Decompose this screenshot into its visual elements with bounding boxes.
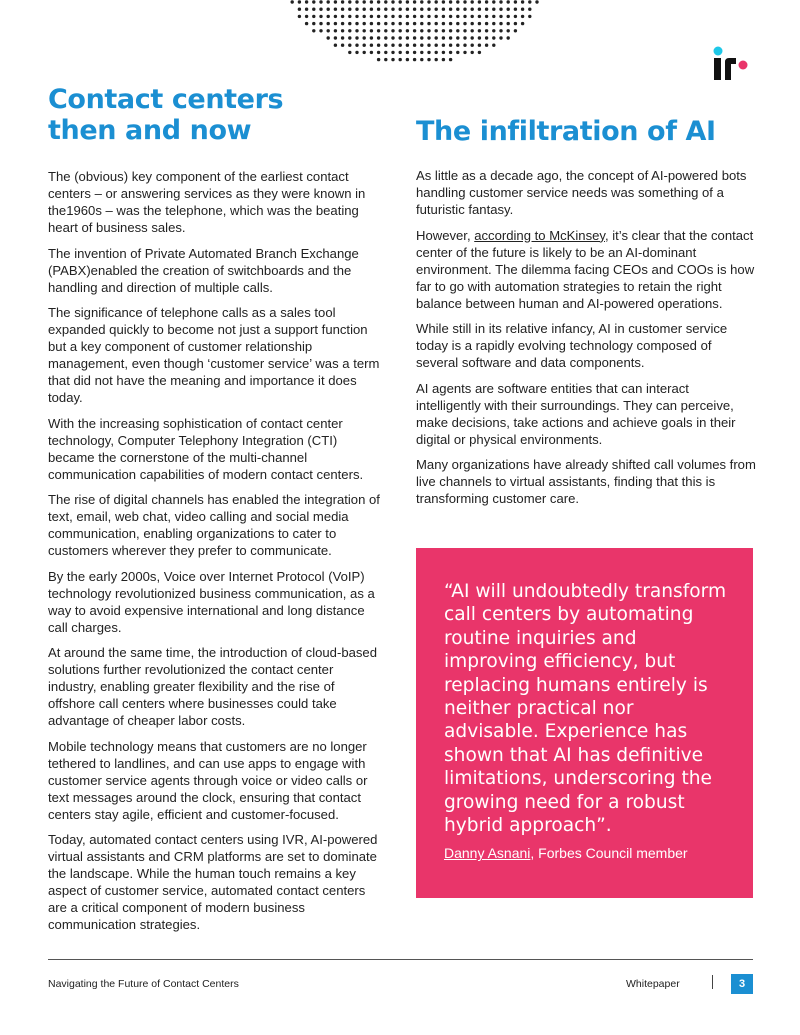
left-paragraph-5: The rise of digital channels has enabled the integration of text, email, web chat, video calling and social media communication, enabling organizations to cater to customers wherever they prefer to communicate. bbox=[48, 492, 380, 558]
mckinsey-link[interactable]: according to McKinsey bbox=[474, 227, 605, 243]
right-paragraph-2-end: , it’s clear that the contact center of the future is likely to be an AI-dominant environment. The dilemma facing CEOs and COOs is how far to go with automation strategies to retain the right balance between human and AI-powered operations. bbox=[416, 227, 755, 311]
quote-author-link[interactable]: Danny Asnani bbox=[444, 845, 531, 862]
brand-logo-icon bbox=[712, 44, 752, 84]
right-paragraph-2-start: However, bbox=[416, 227, 475, 243]
footer-separator bbox=[712, 975, 713, 989]
left-heading-line2: then and now bbox=[48, 115, 252, 146]
right-paragraph-5: Many organizations have already shifted call volumes from live channels to virtual assistants, finding that this is transforming customer care. bbox=[416, 457, 756, 506]
footer-title: Navigating the Future of Contact Centers bbox=[48, 978, 239, 990]
right-paragraph-3: While still in its relative infancy, AI in customer service today is a rapidly evolving technology composed of several software and data components. bbox=[416, 321, 728, 370]
left-paragraph-3: The significance of telephone calls as a sales tool expanded quickly to become not just a support function but a key component of customer relationship management, even though ‘customer service’ was a term that did not have the meaning and importance it does today. bbox=[48, 305, 380, 405]
right-paragraph-4: AI agents are software entities that can interact intelligently with their surroundings. They can perceive, make decisions, take actions and achieve goals in their digital or physical environments. bbox=[416, 380, 736, 447]
quote-author-role: , Forbes Council member bbox=[530, 845, 688, 862]
left-paragraph-7: At around the same time, the introduction of cloud-based solutions further revolutionized the contact center industry, enabling greater flexibility and the rise of offshore call centers where businesses could take advantage of cheaper labor costs. bbox=[48, 645, 377, 728]
left-heading-line1: Contact centers bbox=[48, 84, 284, 115]
right-paragraph-1: As little as a decade ago, the concept of AI-powered bots handling customer service needs was something of a futuristic fantasy. bbox=[416, 168, 747, 217]
footer-divider bbox=[48, 959, 753, 960]
right-column bbox=[416, 116, 756, 516]
right-paragraph-2 bbox=[416, 227, 756, 312]
left-paragraph-6: By the early 2000s, Voice over Internet Protocol (VoIP) technology revolutionized business communication, as a way to avoid expensive international and long distance call charges. bbox=[48, 568, 375, 635]
right-heading: The infiltration of AI bbox=[416, 116, 716, 147]
footer-doc-type: Whitepaper bbox=[626, 978, 680, 990]
page-number: 3 bbox=[731, 974, 753, 994]
left-paragraph-2: The invention of Private Automated Branch Exchange (PABX)enabled the creation of switchboards and the handling and direction of multiple calls. bbox=[48, 245, 359, 295]
left-column bbox=[48, 84, 383, 942]
quote-text: “AI will undoubtedly transform call centers by automating routine inquiries and improving efficiency, but replacing humans entirely is neither practical nor advisable. Experience has shown that AI has definitive limitations, underscoring the growing need for a robust hybrid approach”. bbox=[444, 581, 727, 837]
left-paragraph-8: Mobile technology means that customers are no longer tethered to landlines, and can use apps to engage with customer service agents through voice or video calls or text messages around the clock, ensuring that contact centers stay agile, efficient and customer-focused. bbox=[48, 738, 368, 822]
left-paragraph-4: With the increasing sophistication of contact center technology, Computer Telephony Integration (CTI) became the cornerstone of the multi-channel communication capabilities of modern contact centers. bbox=[48, 415, 364, 482]
quote-attribution bbox=[444, 845, 729, 862]
left-paragraph-1: The (obvious) key component of the earliest contact centers – or answering services as they were known in the1960s – was the telephone, which was the beating heart of business sales. bbox=[48, 169, 366, 235]
left-paragraph-9: Today, automated contact centers using IVR, AI-powered virtual assistants and CRM platforms are set to dominate the landscape. While the human touch remains a key aspect of customer service, automated contact centers are a critical component of modern business communication strategies. bbox=[48, 832, 378, 932]
dotted-half-circle-decoration bbox=[285, 0, 545, 70]
left-heading bbox=[48, 84, 383, 146]
quote-box bbox=[416, 548, 753, 898]
